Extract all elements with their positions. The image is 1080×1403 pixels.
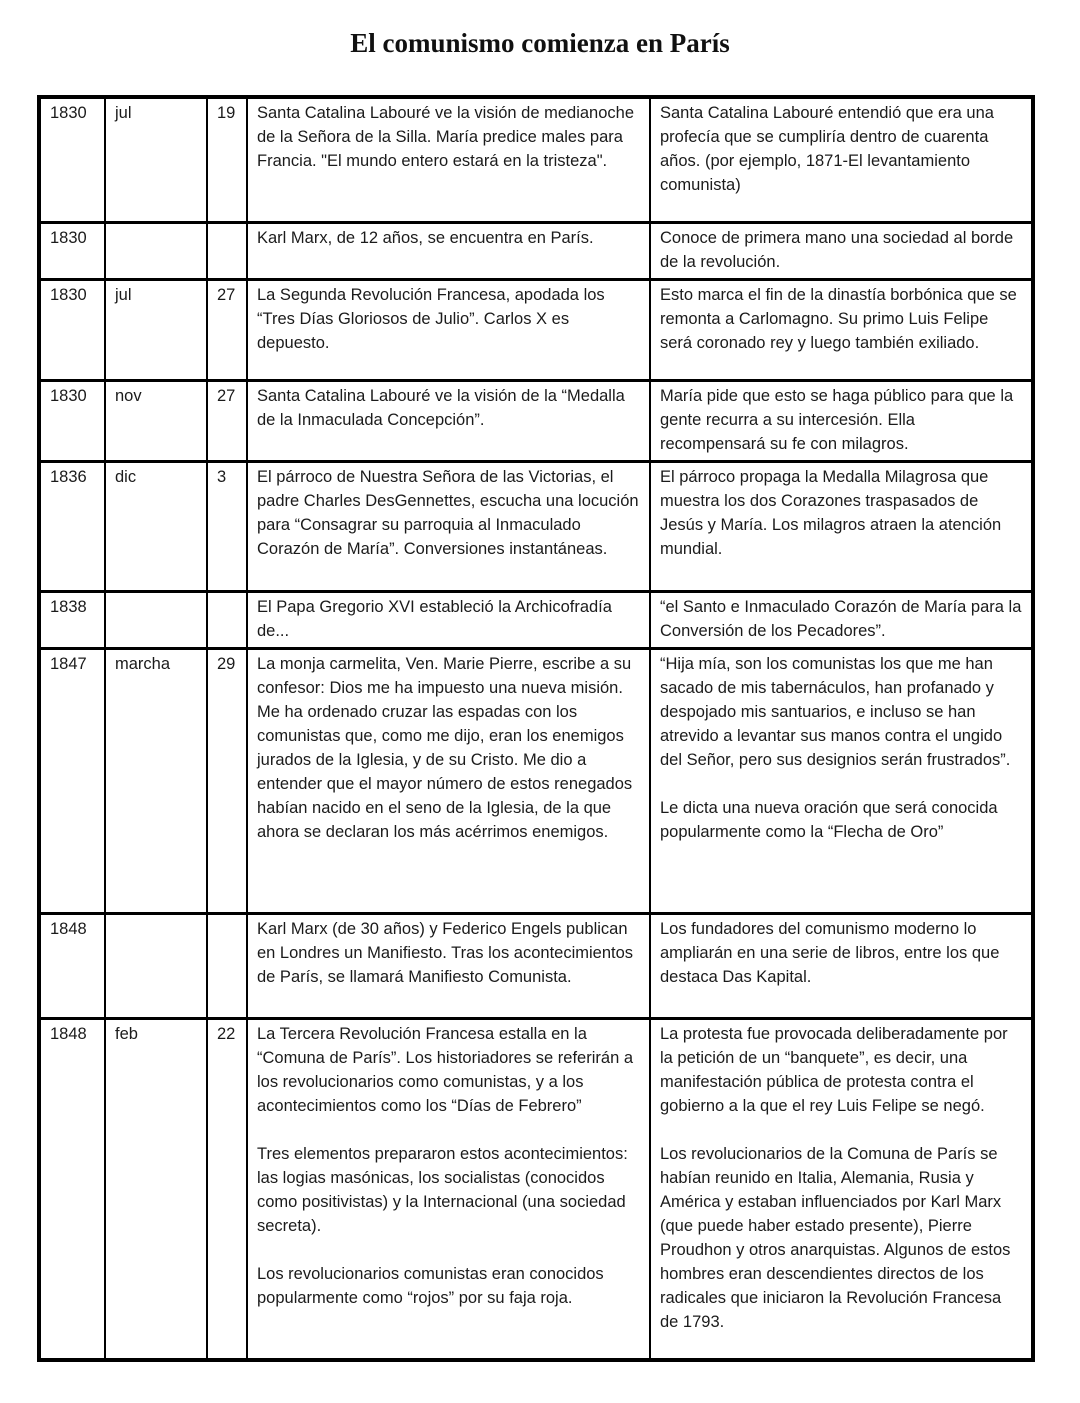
table-row: [39, 222, 1033, 279]
table-row: [39, 648, 1033, 913]
comment-cell: [650, 279, 1033, 380]
table-row: [39, 380, 1033, 461]
month-cell: feb: [105, 1018, 207, 1360]
month-cell: marcha: [105, 648, 207, 913]
comment-paragraph: Los revolucionarios de la Comuna de París se habían reunido en Italia, Alemania, Rusia y América y estaban influenciados por Karl Marx (que puede haber estado presente), Pierre Proudhon y otros anarquistas. Algunos de estos hombres eran descendientes directos de los radicales que iniciaron la Revolución Francesa de 1793.: [660, 1144, 1011, 1331]
comment-paragraph: La protesta fue provocada deliberadamente por la petición de un “banquete”, es decir, una manifestación pública de protesta contra el gobierno a la que el rey Luis Felipe se negó.: [660, 1024, 1008, 1115]
event-paragraph: Karl Marx, de 12 años, se encuentra en París.: [257, 228, 594, 247]
event-cell: [247, 461, 650, 591]
event-paragraph: Karl Marx (de 30 años) y Federico Engels publican en Londres un Manifiesto. Tras los acontecimientos de París, se llamará Manifiesto Comunista.: [257, 919, 634, 986]
event-paragraph: Santa Catalina Labouré ve la visión de la “Medalla de la Inmaculada Concepción”.: [257, 386, 625, 429]
table-row: [39, 591, 1033, 648]
year-cell: 1830: [39, 380, 105, 461]
year-cell: 1838: [39, 591, 105, 648]
event-cell: [247, 591, 650, 648]
table-row: [39, 913, 1033, 1018]
comment-paragraph: El párroco propaga la Medalla Milagrosa que muestra los dos Corazones traspasados de Jesús y María. Los milagros atraen la atención mundial.: [660, 467, 1002, 558]
event-paragraph: El párroco de Nuestra Señora de las Victorias, el padre Charles DesGennettes, escucha una locución para “Consagrar su parroquia al Inmaculado Corazón de María”. Conversiones instantáneas.: [257, 467, 639, 558]
day-cell: 29: [207, 648, 247, 913]
month-cell: [105, 913, 207, 1018]
year-cell: 1830: [39, 279, 105, 380]
table-row: [39, 97, 1033, 222]
year-cell: 1830: [39, 97, 105, 222]
day-cell: [207, 222, 247, 279]
comment-cell: [650, 461, 1033, 591]
month-cell: [105, 222, 207, 279]
year-cell: 1830: [39, 222, 105, 279]
event-cell: [247, 97, 650, 222]
day-cell: 27: [207, 279, 247, 380]
comment-paragraph: Esto marca el fin de la dinastía borbónica que se remonta a Carlomagno. Su primo Luis Felipe será coronado rey y luego también exiliado.: [660, 285, 1017, 352]
month-cell: jul: [105, 279, 207, 380]
day-cell: 22: [207, 1018, 247, 1360]
comment-cell: [650, 591, 1033, 648]
year-cell: 1847: [39, 648, 105, 913]
event-paragraph: El Papa Gregorio XVI estableció la Archicofradía de...: [257, 597, 612, 640]
timeline-table: [37, 95, 1035, 1362]
day-cell: 3: [207, 461, 247, 591]
comment-cell: [650, 648, 1033, 913]
year-cell: 1836: [39, 461, 105, 591]
day-cell: 27: [207, 380, 247, 461]
comment-paragraph: “el Santo e Inmaculado Corazón de María para la Conversión de los Pecadores”.: [660, 597, 1022, 640]
event-cell: [247, 913, 650, 1018]
event-paragraph: Los revolucionarios comunistas eran conocidos popularmente como “rojos” por su faja roja.: [257, 1264, 604, 1307]
month-cell: dic: [105, 461, 207, 591]
table-row: [39, 1018, 1033, 1360]
day-cell: [207, 591, 247, 648]
comment-cell: [650, 97, 1033, 222]
comment-paragraph: Santa Catalina Labouré entendió que era una profecía que se cumpliría dentro de cuarenta años. (por ejemplo, 1871-El levantamiento comunista): [660, 104, 994, 194]
comment-paragraph: Conoce de primera mano una sociedad al borde de la revolución.: [660, 228, 1014, 271]
event-paragraph: La Segunda Revolución Francesa, apodada los “Tres Días Gloriosos de Julio”. Carlos X es depuesto.: [257, 285, 605, 352]
comment-paragraph: “Hija mía, son los comunistas los que me han sacado de mis tabernáculos, han profanado y despojado mis santuarios, e incluso se han atrevido a levantar sus manos contra el ungido del Señor, pero sus designios serán frustrados”.: [660, 654, 1011, 769]
comment-cell: [650, 1018, 1033, 1360]
month-cell: [105, 591, 207, 648]
event-paragraph: La Tercera Revolución Francesa estalla en la “Comuna de París”. Los historiadores se referirán a los revolucionarios como comunistas, y a los acontecimientos como los “Días de Febrero”: [257, 1024, 634, 1115]
year-cell: 1848: [39, 913, 105, 1018]
timeline-table-body: [39, 97, 1033, 1360]
day-cell: 19: [207, 97, 247, 222]
month-cell: jul: [105, 97, 207, 222]
event-cell: [247, 648, 650, 913]
comment-paragraph: Le dicta una nueva oración que será conocida popularmente como la “Flecha de Oro”: [660, 798, 998, 841]
table-row: [39, 461, 1033, 591]
month-cell: nov: [105, 380, 207, 461]
comment-cell: [650, 380, 1033, 461]
event-paragraph: Tres elementos prepararon estos acontecimientos: las logias masónicas, los socialistas (conocidos como positivistas) y la Internacional (una sociedad secreta).: [257, 1144, 628, 1235]
event-cell: [247, 222, 650, 279]
event-cell: [247, 1018, 650, 1360]
comment-paragraph: Los fundadores del comunismo moderno lo ampliarán en una serie de libros, entre los que destaca Das Kapital.: [660, 919, 1000, 986]
page-title: El comunismo comienza en París: [350, 28, 730, 58]
day-cell: [207, 913, 247, 1018]
table-row: [39, 279, 1033, 380]
event-cell: [247, 380, 650, 461]
event-paragraph: La monja carmelita, Ven. Marie Pierre, escribe a su confesor: Dios me ha impuesto una nueva misión. Me ha ordenado cruzar las espadas con los comunistas que, como me dijo, eran los enemigos jurados de la Iglesia, y de su Cristo. Me dio a entender que el mayor número de estos renegados habían nacido en el seno de la Iglesia, de la que ahora se declaran los más acérrimos enemigos.: [257, 654, 633, 841]
comment-cell: [650, 913, 1033, 1018]
event-paragraph: Santa Catalina Labouré ve la visión de medianoche de la Señora de la Silla. María predice males para Francia. "El mundo entero estará en la tristeza".: [257, 104, 635, 170]
comment-cell: [650, 222, 1033, 279]
event-cell: [247, 279, 650, 380]
comment-paragraph: María pide que esto se haga público para que la gente recurra a su intercesión. Ella recompensará su fe con milagros.: [660, 386, 1014, 453]
year-cell: 1848: [39, 1018, 105, 1360]
